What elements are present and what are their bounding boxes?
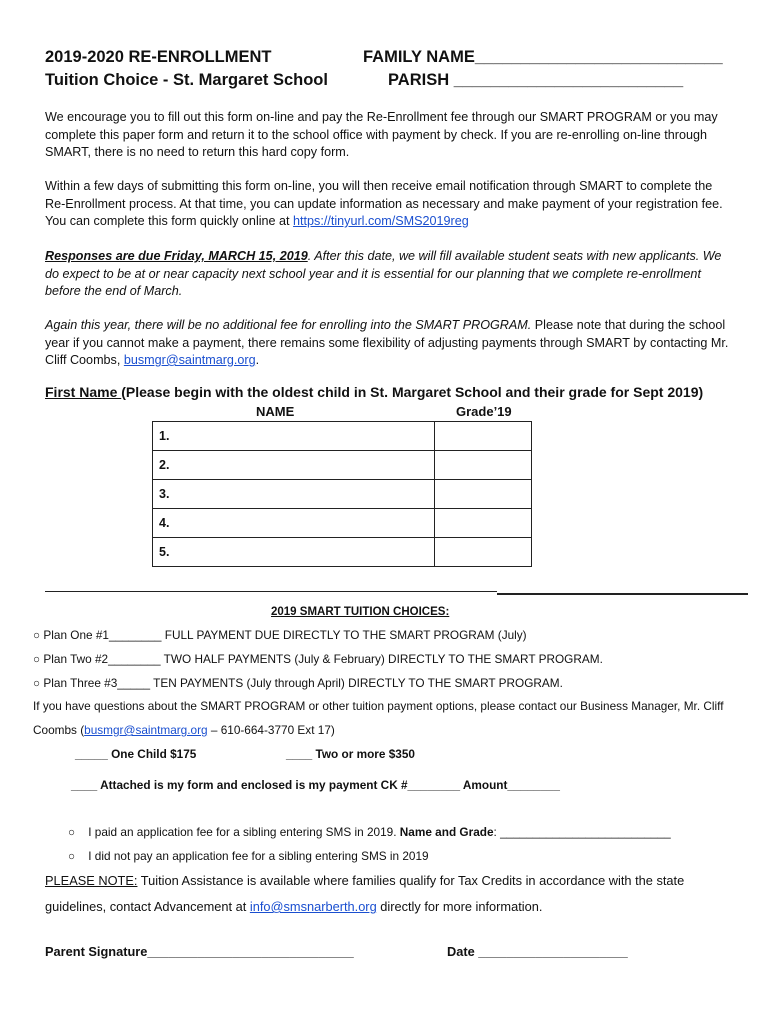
due-date-text: Responses are due Friday, MARCH 15, 2019 [45, 249, 308, 263]
table-row [153, 422, 532, 451]
please-note-line-1 [45, 873, 684, 888]
plan-three-desc: TEN PAYMENTS (July through April) DIRECTLY TO THE SMART PROGRAM. [150, 676, 563, 690]
family-name-line: ___________________________ [474, 48, 723, 66]
plan-two-desc: TWO HALF PAYMENTS (July & February) DIRECTLY TO THE SMART PROGRAM. [160, 652, 603, 666]
please-note-text-3: directly for more information. [376, 899, 543, 914]
grade-column-header: Grade’19 [456, 404, 512, 419]
student-name-cell[interactable]: 5. [153, 538, 435, 567]
fee-paid-option[interactable] [68, 825, 671, 839]
first-name-label: First Name [45, 384, 122, 400]
student-name-cell[interactable]: 2. [153, 451, 435, 480]
radio-circle-icon: ○ [33, 676, 44, 690]
students-heading [45, 384, 703, 400]
please-note-label: PLEASE NOTE: [45, 873, 138, 888]
please-note-line-2 [45, 899, 542, 914]
intro-paragraph-1: We encourage you to fill out this form on-line and pay the Re-Enrollment fee through our SMART PROGRAM or you may complete this paper form and return it to the school office with payment by check. If you are re-enrolling on-line through SMART, there is no need to return this hard copy form. [45, 110, 718, 159]
smart-fee-rest: Please note that during the school year if you cannot make a payment, there remains some flexibility of adjusting payments through SMART by contacting Mr. Cliff Coombs, [45, 318, 729, 367]
intro-paragraph-2 [45, 178, 735, 231]
form-subtitle: Tuition Choice - St. Margaret School [45, 71, 328, 89]
form-title: 2019-2020 RE-ENROLLMENT [45, 48, 272, 66]
questions-text-line-2 [33, 723, 335, 737]
name-grade-label: Name and Grade [399, 825, 494, 839]
parent-signature-field[interactable]: Parent Signature_____________________________ [45, 944, 354, 959]
table-row [153, 480, 532, 509]
radio-circle-icon: ○ [33, 628, 44, 642]
name-grade-line: : __________________________ [493, 825, 671, 839]
student-grade-cell[interactable] [435, 422, 532, 451]
student-grade-cell[interactable] [435, 480, 532, 509]
plan-one-option[interactable] [33, 628, 527, 642]
family-name-label: FAMILY NAME [363, 48, 475, 66]
date-field[interactable]: Date _____________________ [447, 944, 628, 959]
plan-two-label: Plan Two #2________ [43, 652, 161, 666]
intro-p2-text: Within a few days of submitting this form on-line, you will then receive email notification through SMART to complete the Re-Enrollment process. At that time, you can update information as necessary and make payment of your registration fee. You can complete this form quickly online at [45, 179, 723, 228]
student-name-cell[interactable]: 4. [153, 509, 435, 538]
table-row [153, 451, 532, 480]
payment-attached-line[interactable]: ____ Attached is my form and enclosed is my payment CK #________ Amount________ [71, 778, 560, 792]
plan-one-label: Plan One #1________ [43, 628, 162, 642]
parish-line: _________________________ [449, 71, 684, 89]
fee-not-paid-option[interactable] [68, 849, 429, 863]
due-date-rest: . After this date, we will fill available student seats with new applicants. We do expect to be at or near capacity next school year and it is essential for our planning that we complete re-enrollment before the end of March. [45, 249, 722, 298]
students-instructions: (Please begin with the oldest child in St. Margaret School and their grade for Sept 2019) [121, 384, 704, 400]
please-note-text: Tuition Assistance is available where families qualify for Tax Credits in accordance with the state [137, 873, 685, 888]
parish-field[interactable] [388, 71, 683, 90]
student-grade-cell[interactable] [435, 451, 532, 480]
due-date-paragraph [45, 248, 735, 301]
bullet-circle-icon: ○ [68, 849, 89, 863]
radio-circle-icon: ○ [33, 652, 44, 666]
name-column-header: NAME [256, 404, 295, 419]
section-divider [497, 593, 748, 595]
questions-prefix: Coombs ( [33, 723, 85, 737]
table-row [153, 538, 532, 567]
fee-paid-text: I paid an application fee for a sibling entering SMS in 2019. [88, 825, 400, 839]
plan-three-label: Plan Three #3_____ [43, 676, 151, 690]
registration-link[interactable]: https://tinyurl.com/SMS2019reg [293, 214, 469, 228]
questions-text-line-1: If you have questions about the SMART PROGRAM or other tuition payment options, please contact our Business Manager, Mr. Cliff [33, 699, 724, 713]
smart-choices-title: 2019 SMART TUITION CHOICES: [271, 606, 450, 618]
please-note-text-2: guidelines, contact Advancement at [45, 899, 250, 914]
student-name-cell[interactable]: 1. [153, 422, 435, 451]
two-or-more-option[interactable]: ____ Two or more $350 [286, 747, 415, 761]
bullet-circle-icon: ○ [68, 825, 89, 839]
smart-fee-paragraph [45, 317, 735, 370]
student-grade-cell[interactable] [435, 538, 532, 567]
one-child-option[interactable]: _____ One Child $175 [75, 747, 197, 761]
plan-three-option[interactable] [33, 676, 563, 690]
student-grade-cell[interactable] [435, 509, 532, 538]
questions-phone: – 610-664-3770 Ext 17) [207, 723, 335, 737]
busmgr-email-link[interactable]: busmgr@saintmarg.org [123, 353, 256, 367]
student-name-cell[interactable]: 3. [153, 480, 435, 509]
students-table [152, 421, 532, 567]
plan-two-option[interactable] [33, 652, 603, 666]
fee-not-paid-text: I did not pay an application fee for a sibling entering SMS in 2019 [88, 849, 429, 863]
parish-label: PARISH [388, 71, 450, 89]
table-row [153, 509, 532, 538]
family-name-field[interactable] [363, 48, 723, 67]
busmgr-email-link-2[interactable]: busmgr@saintmarg.org [84, 723, 208, 737]
section-divider [45, 591, 497, 592]
no-fee-text: Again this year, there will be no additional fee for enrolling into the SMART PROGRAM. [45, 318, 532, 332]
smart-fee-end: . [255, 353, 260, 367]
plan-one-desc: FULL PAYMENT DUE DIRECTLY TO THE SMART PROGRAM (July) [161, 628, 527, 642]
advancement-email-link[interactable]: info@smsnarberth.org [249, 899, 377, 914]
